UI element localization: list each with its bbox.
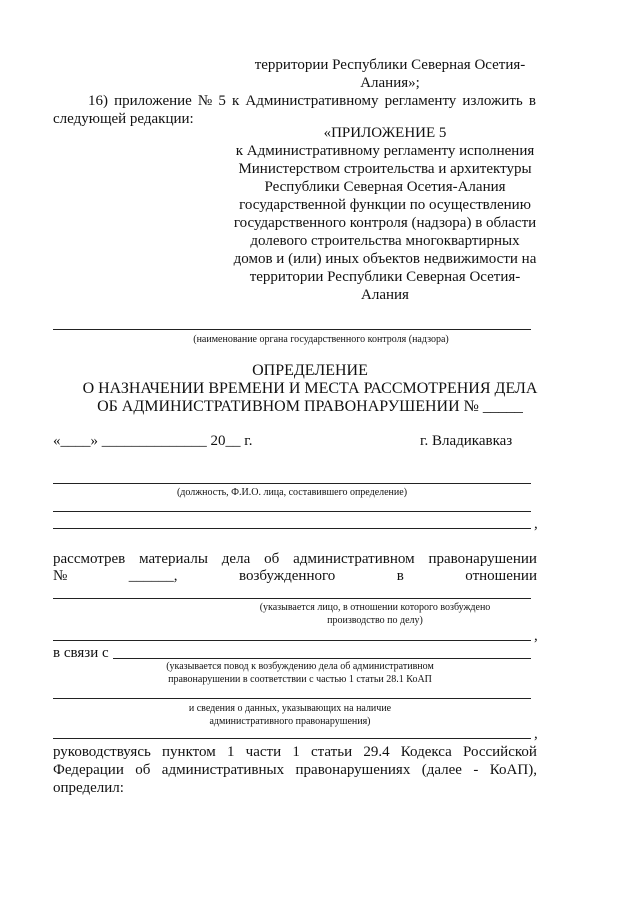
- doc-title-line-3: ОБ АДМИНИСТРАТИВНОМ ПРАВОНАРУШЕНИИ № _____: [97, 398, 523, 415]
- appendix-line: Алания: [361, 287, 409, 303]
- word: №: [53, 568, 68, 584]
- word: 5: [218, 93, 226, 109]
- appendix-line: к Административному регламенту исполнения: [235, 143, 535, 159]
- word: правонарушении: [428, 551, 537, 567]
- word: №: [197, 93, 213, 109]
- comma: ,: [534, 726, 538, 742]
- appendix-line: Министерством строительства и архитектуры: [238, 161, 532, 177]
- word: правонарушениях: [295, 762, 411, 778]
- word: административном: [293, 551, 415, 567]
- word: Федерации: [53, 762, 124, 778]
- reason-caption-line-2: правонарушении в соответствии с частью 1 статьи 28.1 КоАП: [168, 674, 432, 685]
- word: в: [528, 93, 536, 109]
- word: КоАП),: [489, 762, 537, 778]
- word: об: [135, 762, 151, 778]
- word: возбужденного: [239, 568, 336, 584]
- item-16-line-2: следующей редакции:: [53, 111, 194, 127]
- reviewed-line-1: [53, 550, 537, 568]
- appendix-line: «ПРИЛОЖЕНИЕ 5: [323, 125, 447, 141]
- word: ______,: [128, 568, 178, 584]
- word: административных: [161, 762, 285, 778]
- word: изложить: [462, 93, 523, 109]
- word: руководствуясь: [53, 744, 151, 760]
- blank-line: [53, 640, 531, 641]
- word: об: [264, 551, 280, 567]
- doc-title-line-1: ОПРЕДЕЛЕНИЕ: [252, 362, 368, 379]
- doc-title-line-2: О НАЗНАЧЕНИИ ВРЕМЕНИ И МЕСТА РАССМОТРЕНИЯ ДЕЛА: [82, 380, 538, 397]
- regarding-label: в связи с: [53, 645, 109, 661]
- prev-text-line-1: территории Республики Северная Осетия-: [254, 57, 526, 73]
- position-caption: (должность, Ф.И.О. лица, составившего определение): [176, 487, 408, 498]
- appendix-line: государственного контроля (надзора) в области: [233, 215, 537, 231]
- decided-label: определил:: [53, 780, 124, 796]
- word: 29.4: [363, 744, 390, 760]
- word: 1: [226, 744, 235, 760]
- word: отношении: [465, 568, 537, 584]
- word: материалы: [139, 551, 208, 567]
- blank-line: [53, 698, 531, 699]
- word: 1: [292, 744, 300, 760]
- appendix-line: Республики Северная Осетия-Алания: [264, 179, 506, 195]
- word: приложение: [114, 93, 192, 109]
- reviewed-line-2: [53, 567, 537, 585]
- word: Административному: [245, 93, 379, 109]
- blank-line: [53, 738, 531, 739]
- data-caption-line-2: административного правонарушения): [209, 716, 371, 727]
- prev-text-line-2: Алания»;: [360, 75, 420, 91]
- comma: ,: [534, 628, 538, 644]
- org-name-line: [53, 329, 531, 330]
- word: статьи: [311, 744, 353, 760]
- guided-line-2: [53, 761, 537, 779]
- date-line: «____» ______________ 20__ г.: [53, 433, 253, 449]
- word: части: [245, 744, 282, 760]
- person-caption-line-1: (указывается лицо, в отношении которого возбуждено: [259, 602, 491, 613]
- appendix-line: территории Республики Северная Осетия-: [249, 269, 521, 285]
- word: рассмотрев: [53, 551, 126, 567]
- reason-caption-line-1: (указывается повод к возбуждению дела об административном: [166, 661, 434, 672]
- word: -: [473, 762, 479, 778]
- appendix-line: домов и (или) иных объектов недвижимости на: [233, 251, 537, 267]
- appendix-line: долевого строительства многоквартирных: [250, 233, 520, 249]
- word: регламенту: [384, 93, 457, 109]
- blank-line: [53, 528, 531, 529]
- org-name-caption: (наименование органа государственного контроля (надзора): [193, 334, 449, 345]
- person-line: [53, 598, 531, 599]
- appendix-line: государственной функции по осуществлению: [239, 197, 531, 213]
- word: 16): [88, 93, 108, 109]
- word: в: [396, 568, 404, 584]
- item-16-line-1: [88, 92, 536, 110]
- word: к: [231, 93, 240, 109]
- reason-line: [113, 658, 531, 659]
- blank-line: [53, 511, 531, 512]
- guided-line-1: [53, 743, 537, 761]
- city: г. Владикавказ: [420, 433, 513, 449]
- word: Российской: [463, 744, 537, 760]
- word: дела: [221, 551, 251, 567]
- comma: ,: [534, 516, 538, 532]
- word: пунктом: [162, 744, 216, 760]
- person-caption-line-2: производство по делу): [327, 615, 423, 626]
- word: Кодекса: [400, 744, 452, 760]
- position-line: [53, 483, 531, 484]
- word: (далее: [421, 762, 462, 778]
- data-caption-line-1: и сведения о данных, указывающих на наличие: [188, 703, 392, 714]
